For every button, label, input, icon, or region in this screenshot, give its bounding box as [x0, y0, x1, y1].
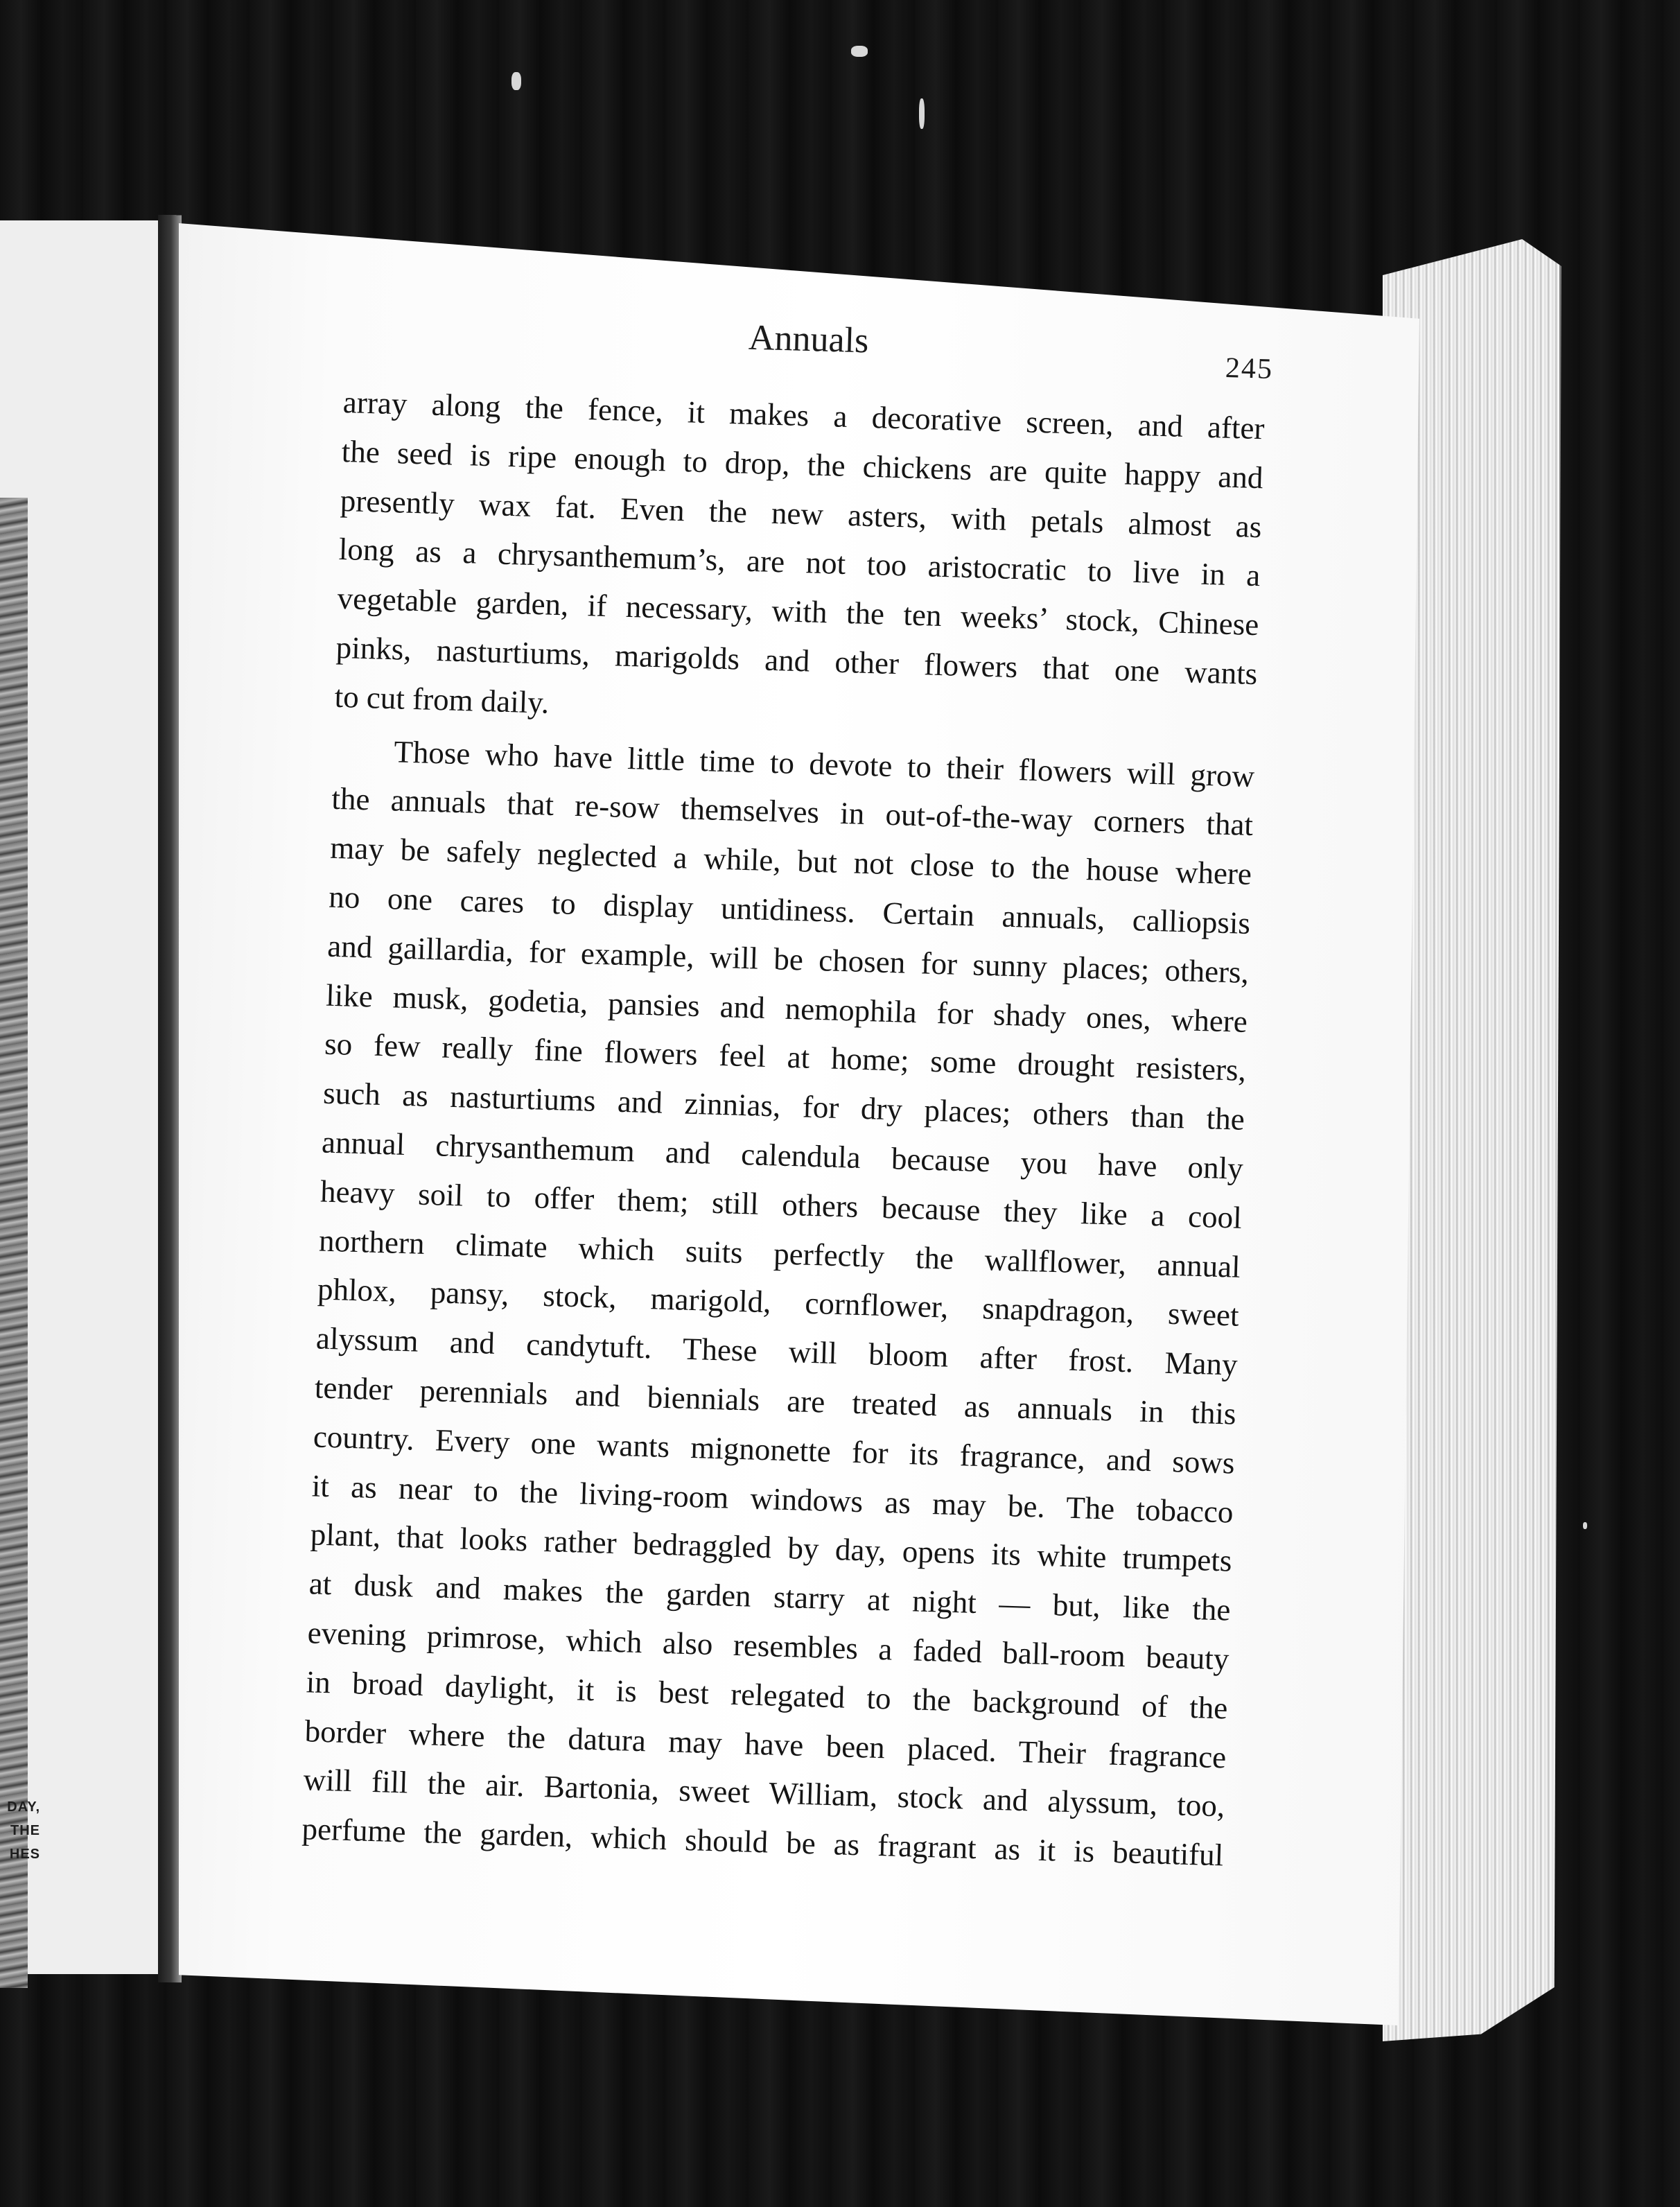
text-line: presently wax fat. Even the new asters, with petals almost as: [340, 482, 1263, 544]
dust-speck: [511, 72, 521, 90]
paragraph-2: [301, 725, 1255, 1880]
text-line: at dusk and makes the garden starry at night — but, like the: [308, 1566, 1232, 1628]
text-line: Those who have little time to devote to their flowers will grow: [393, 733, 1255, 794]
text-line: annual chrysanthemum and calendula because you have only: [321, 1124, 1244, 1186]
text-line: pinks, nasturtiums, marigolds and other flowers that one wants: [335, 629, 1258, 692]
dust-speck: [851, 46, 868, 57]
text-line: long as a chrysanthemum’s, are not too aristocratic to live in a: [338, 532, 1261, 593]
facing-page: [0, 220, 169, 1974]
text-line: border where the datura may have been placed. Their fragrance: [304, 1713, 1227, 1774]
text-line: phlox, pansy, stock, marigold, cornflower, snapdragon, sweet: [317, 1271, 1240, 1334]
text-line: no one cares to display untidiness. Certain annuals, calliopsis: [328, 879, 1251, 941]
body-text: [301, 378, 1266, 1880]
text-line: like musk, godetia, pansies and nemophila for shady ones, where: [325, 977, 1248, 1039]
text-line: northern climate which suits perfectly the wallflower, annual: [318, 1223, 1241, 1284]
text-line: heavy soil to offer them; still others because they like a cool: [320, 1174, 1243, 1235]
text-line: it as near to the living-room windows as may be. The tobacco: [311, 1467, 1234, 1530]
text-line: the annuals that re-sow themselves in out-of-the-way corners that: [331, 781, 1254, 843]
text-line: and gaillardia, for example, will be chosen for sunny places; others,: [326, 928, 1250, 990]
text-line: the seed is ripe enough to drop, the chickens are quite happy and: [341, 433, 1264, 496]
text-line: tender perennials and biennials are treated as annuals in this: [314, 1370, 1237, 1431]
text-line: plant, that looks rather bedraggled by day, opens its white trumpets: [310, 1517, 1233, 1578]
facing-page-photograph: [0, 498, 28, 1988]
text-line: so few really fine flowers feel at home; some drought resisters,: [324, 1026, 1247, 1088]
caption-line: THE: [10, 1823, 40, 1838]
dust-speck: [919, 98, 925, 129]
running-head: Annuals: [748, 317, 870, 361]
text-line: perfume the garden, which should be as fragrant as it is beautiful: [301, 1811, 1224, 1873]
dust-speck: [1583, 1522, 1587, 1529]
text-line: country. Every one wants mignonette for its fragrance, and sows: [313, 1419, 1236, 1481]
facing-page-caption: [0, 1795, 40, 1866]
book-spine-shadow: [158, 215, 182, 1982]
text-line: array along the fence, it makes a decorative screen, and after: [342, 384, 1266, 446]
text-line: in broad daylight, it is best relegated to the background of the: [306, 1664, 1228, 1726]
text-line: alyssum and candytuft. These will bloom after frost. Many: [315, 1320, 1239, 1382]
page-number: 245: [1225, 352, 1274, 385]
text-line: such as nasturtiums and zinnias, for dry places; others than the: [322, 1075, 1245, 1137]
text-line: evening primrose, which also resembles a faded ball-room beauty: [307, 1615, 1230, 1677]
text-line: to cut from daily.: [334, 679, 550, 720]
paragraph-1: [334, 378, 1266, 748]
text-line: will fill the air. Bartonia, sweet William, stock and alyssum, too,: [303, 1762, 1225, 1824]
text-line: vegetable garden, if necessary, with the ten weeks’ stock, Chinese: [337, 581, 1260, 643]
caption-line: DAY,: [7, 1799, 40, 1815]
caption-line: HES: [9, 1847, 40, 1862]
text-line: may be safely neglected a while, but not close to the house where: [329, 830, 1252, 892]
